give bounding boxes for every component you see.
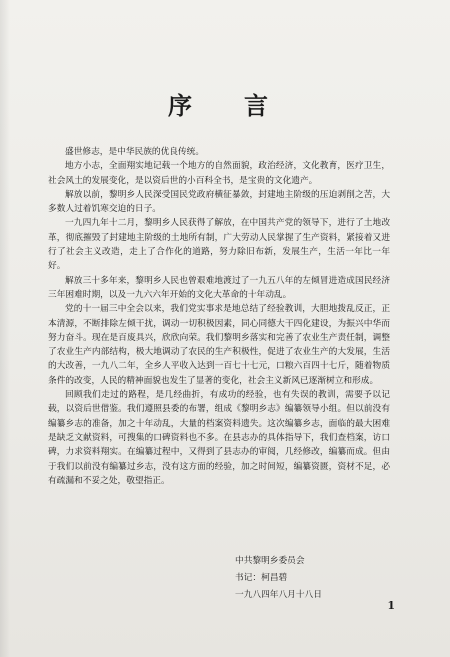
- paragraph: 回顾我们走过的路程，是几经曲折，有成功的经验，也有失误的教训，需要予以记载，以资后世借鉴。我们遵照县委的布署，组成《黎明乡志》编纂领导小组。但以前没有编纂乡志的准备，加之十年动乱，大量的档案资料遗失。这次编纂乡志，面临的最大困难是缺乏文献资料，可搜集的口碑资料也不多。在县志办的具体指导下，我们查档案，访口碑，力求资料翔实。在编纂过程中，又得到了县志办的审阅，几经修改，编纂而成。但由于我们以前没有编纂过乡志，没有这方面的经验，加之时间短，编纂资匮，资材不足，必有疏漏和不妥之处，敬望指正。: [48, 390, 390, 486]
- signature-block: [235, 553, 322, 604]
- page-number: 1: [387, 599, 395, 612]
- preface-body: [48, 145, 390, 488]
- signature-secretary: 书记：柯昌碧: [235, 573, 288, 583]
- paragraph: 盛世修志，是中华民族的优良传统。: [65, 147, 204, 157]
- paragraph: 地方小志，全面翔实地记载一个地方的自然面貌，政治经济，文化教育，医疗卫生，社会风土的发展变化，是以资后世的小百科全书，是宝贵的文化遗产。: [48, 161, 390, 186]
- signature-organization: 中共黎明乡委员会: [235, 556, 305, 566]
- paragraph: 党的十一届三中全会以来，我们党实事求是地总结了经验教训，大胆地拨乱反正，正本清源，不断排除左倾干扰，调动一切积极因素，同心同德大干四化建设，为振兴中华而努力奋斗。现在是百废具兴，欣欣向荣。我们黎明乡落实和完善了农业生产责任制，调整了农业生产内部结构，极大地调动了农民的生产积极性，促进了农业生产的大发展，生活的大改善，一九八二年，全乡人平收入达到一百七十七元，口粮六百四十七斤，随着物质条件的改变，人民的精神面貌也发生了显著的变化，社会主义新风已逐渐树立和形成。: [48, 304, 390, 386]
- paragraph: 一九四九年十二月，黎明乡人民获得了解放，在中国共产党的领导下，进行了土地改革，彻底摧毁了封建地主阶级的土地所有制，广大劳动人民掌握了生产资料，紧接着又进行了社会主义改造，走上了合作化的道路，努力除旧布新，发展生产，生活一年比一年好。: [48, 218, 390, 272]
- signature-date: 一九八四年八月十八日: [235, 590, 322, 600]
- page-title: 序 言: [168, 91, 282, 120]
- paragraph: 解放三十多年来，黎明乡人民也曾艰难地渡过了一九五八年的左倾冒进造成国民经济三年困难时期，以及一九六六年开始的文化大革命的十年动乱。: [48, 275, 390, 300]
- paragraph: 解放以前，黎明乡人民深受国民党政府横征暴敛，封建地主阶级的压迫剥削之苦，大多数人过着饥寒交迫的日子。: [48, 189, 390, 215]
